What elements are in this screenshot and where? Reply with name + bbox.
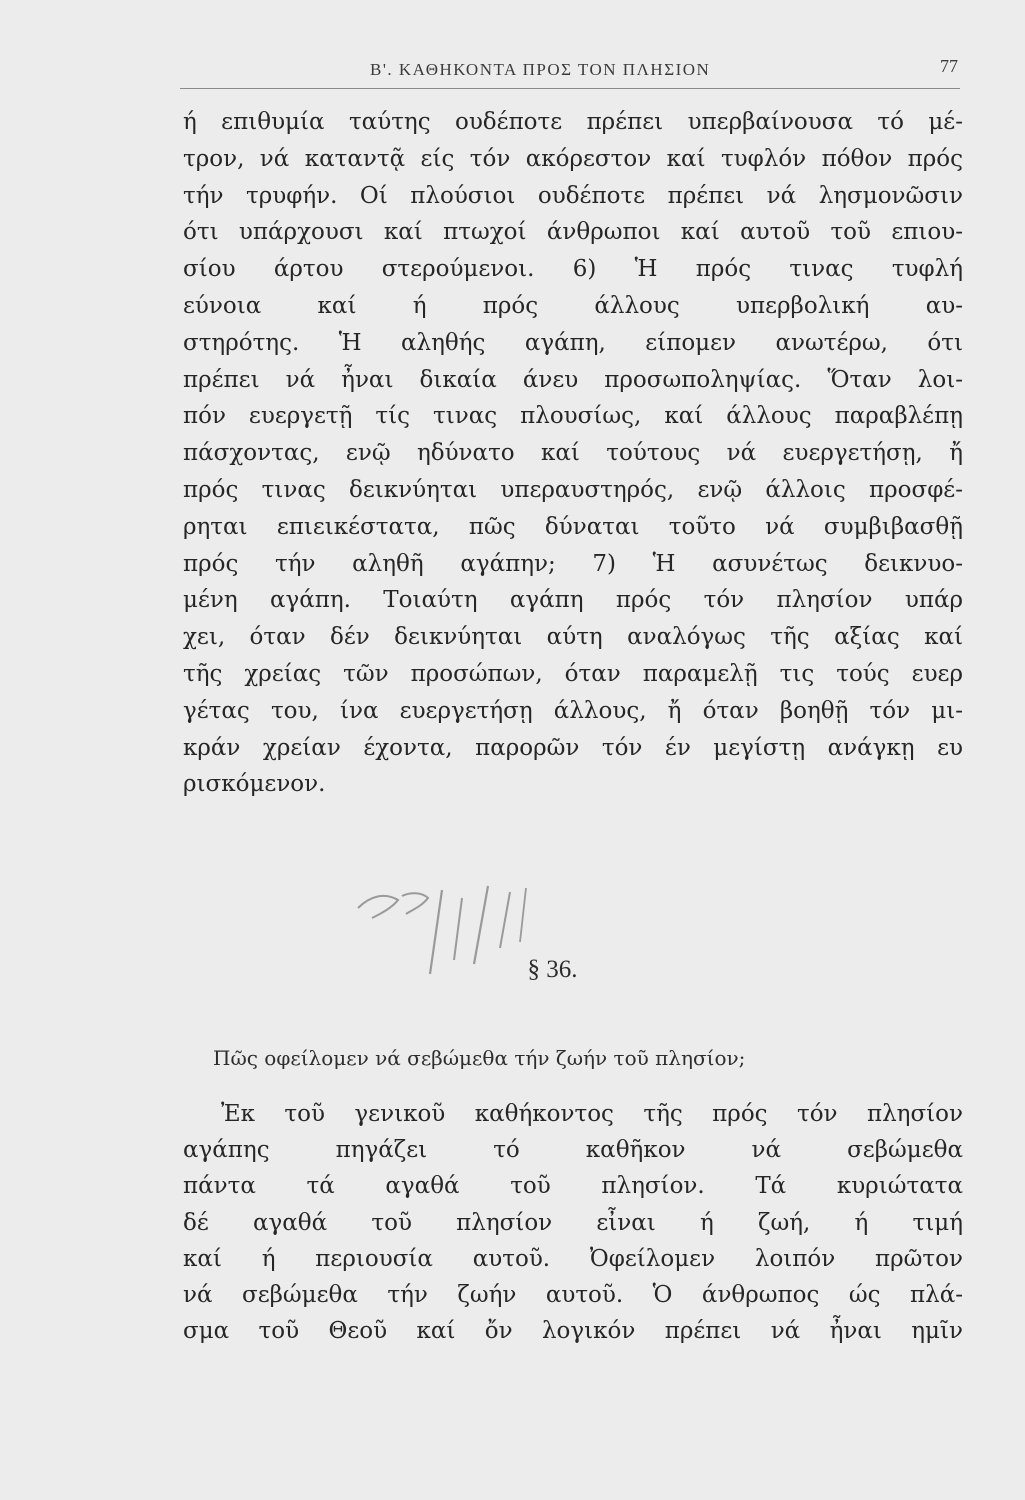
text-line: πρός τήν αληθῆ αγάπην; 7) Ἡ ασυνέτως δεικνυο- — [183, 550, 963, 577]
text-line: μένη αγάπη. Τοιαύτη αγάπη πρός τόν πλησίον υπάρ — [183, 587, 963, 614]
page-number: 77 — [940, 56, 958, 76]
text-line: χει, όταν δέν δεικνύηται αύτη αναλόγως τῆς αξίας καί — [183, 624, 963, 651]
text-line: ρηται επιεικέστατα, πῶς δύναται τοῦτο νά συμβιβασθῇ — [183, 513, 963, 540]
paragraph-2 — [183, 1096, 963, 1349]
text-line: πόν ευεργετῇ τίς τινας πλουσίως, καί άλλους παραβλέπῃ — [183, 403, 963, 430]
section-question: Πῶς οφείλομεν νά σεβώμεθα τήν ζωήν τοῦ πλησίον; — [213, 1046, 746, 1070]
text-line: ή επιθυμία ταύτης ουδέποτε πρέπει υπερβαίνουσα τό μέ- — [183, 109, 963, 135]
text-line: νά σεβώμεθα τήν ζωήν αυτοῦ. Ὁ άνθρωπος ώς πλά- — [183, 1281, 963, 1308]
section-mark-text: § 36. — [527, 956, 578, 983]
text-line: πρέπει νά ἦναι δικαία άνευ προσωποληψίας. Ὅταν λοι- — [183, 366, 963, 393]
text-line: τρον, νά καταντᾷ είς τόν ακόρεστον καί τυφλόν πόθον πρός — [183, 145, 963, 172]
text-line: τήν τρυφήν. Οί πλούσιοι ουδέποτε πρέπει νά λησμονῶσιν — [183, 182, 963, 209]
text-line: σίου άρτου στερούμενοι. 6) Ἡ πρός τινας τυφλή — [183, 256, 963, 283]
text-line: εύνοια καί ή πρός άλλους υπερβολική αυ- — [183, 292, 963, 319]
text-line: κράν χρείαν έχοντα, παρορῶν τόν έν μεγίστῃ ανάγκῃ ευ — [183, 734, 963, 761]
text-line: πρός τινας δεικνύηται υπεραυστηρός, ενῷ άλλοις προσφέ- — [183, 476, 963, 503]
text-line: πάντα τά αγαθά τοῦ πλησίον. Τά κυριώτατα — [183, 1173, 963, 1200]
page-header — [180, 56, 960, 89]
text-line: τῆς χρείας τῶν προσώπων, όταν παραμελῇ τις τούς ευερ — [183, 660, 963, 687]
text-line: σμα τοῦ Θεοῦ καί ὄν λογικόν πρέπει νά ἦναι ημῖν — [183, 1318, 963, 1345]
text-line: δέ αγαθά τοῦ πλησίον εἶναι ή ζωή, ή τιμή — [183, 1209, 963, 1236]
text-line: στηρότης. Ἡ αληθής αγάπη, είπομεν ανωτέρω, ότι — [183, 329, 963, 356]
text-line: αγάπης πηγάζει τό καθῆκον νά σεβώμεθα — [183, 1137, 963, 1164]
section-number — [0, 956, 1025, 984]
text-line: Ἐκ τοῦ γενικοῦ καθήκοντος τῆς πρός τόν πλησίον — [221, 1101, 963, 1127]
text-line: ρισκόμενον. — [183, 771, 326, 798]
text-line: ότι υπάρχουσι καί πτωχοί άνθρωποι καί αυτοῦ τοῦ επιου- — [183, 219, 963, 246]
paragraph-1 — [183, 104, 963, 803]
running-head: Β'. ΚΑΘΗΚΟΝΤΑ ΠΡΟΣ ΤΟΝ ΠΛΗΣΙΟΝ — [370, 60, 711, 79]
text-line: καί ή περιουσία αυτοῦ. Ὀφείλομεν λοιπόν πρῶτον — [183, 1245, 963, 1272]
text-line: πάσχοντας, ενῷ ηδύνατο καί τούτους νά ευεργετήσῃ, ἤ — [183, 440, 963, 467]
text-line: γέτας του, ίνα ευεργετήσῃ άλλους, ἤ όταν βοηθῇ τόν μι- — [183, 697, 963, 724]
